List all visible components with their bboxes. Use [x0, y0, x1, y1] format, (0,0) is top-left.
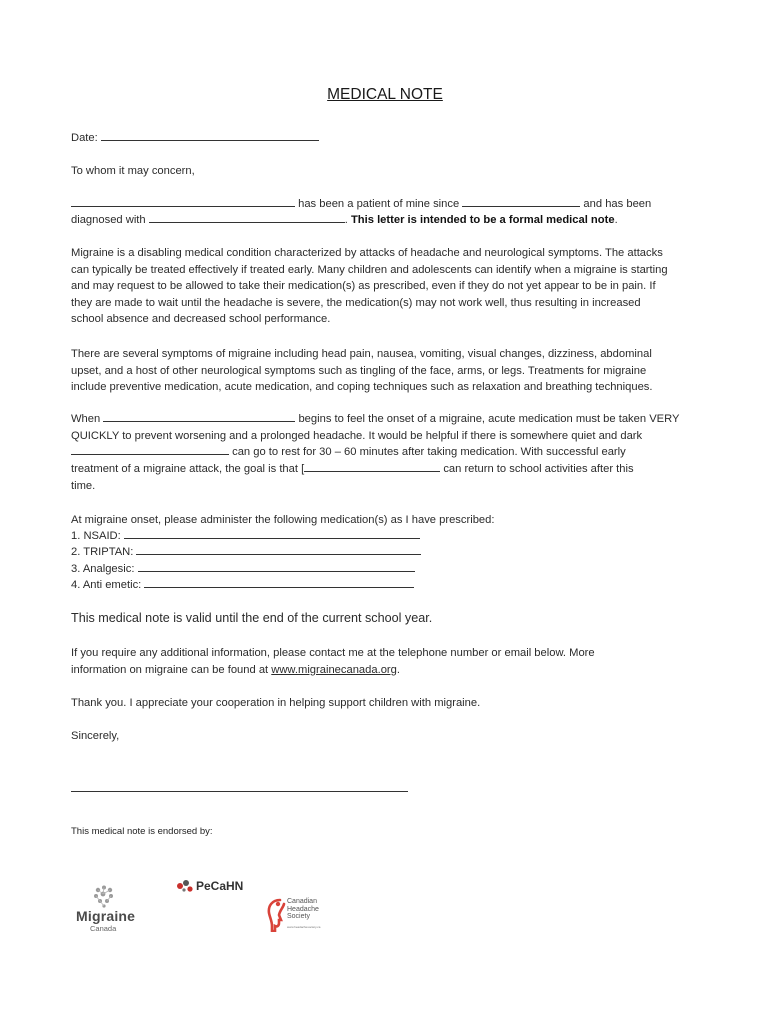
head-profile-icon — [266, 898, 286, 932]
onset-line-5: time. — [71, 480, 96, 492]
med-label-analgesic: 3. Analgesic: — [71, 563, 135, 575]
migraine-paragraph-text: Migraine is a disabling medical condition characterized by attacks of headache and neurological symptoms. The attacks can typically be treated effectively if treated early. Many children and adolescents can identify when a migraine is starting and may request to be allowed to take their medication(s) as prescribed, even if they do not yet appear to be in pain. If they are made to wait until the headache is severe, the medication(s) may not work well, thus resulting in increased school absence and decreased school performance. — [71, 247, 668, 326]
onset-text-d: treatment of a migraine attack, the goal is that [ — [71, 463, 305, 475]
canadian-headache-society-logo — [266, 896, 346, 936]
onset-line-2: QUICKLY to prevent worsening and a prolonged headache. It would be helpful if there is somewhere quiet and dark — [71, 430, 643, 442]
migraine-canada-logo — [74, 884, 138, 934]
pecohn-logo-text: PeCaHN — [196, 879, 244, 893]
date-line — [71, 130, 319, 146]
contact-line-2 — [71, 662, 400, 678]
intro-text-1: has been a patient of mine since — [298, 198, 460, 210]
med-label-antiemetic: 4. Anti emetic: — [71, 579, 142, 591]
salutation: To whom it may concern, — [71, 165, 195, 177]
antiemetic-field[interactable] — [144, 577, 414, 588]
onset-text-e: can return to school activities after this — [443, 463, 634, 475]
endorsed-label: This medical note is endorsed by: — [71, 826, 213, 837]
contact-line-1: If you require any additional information, please contact me at the telephone number or email below. More — [71, 647, 595, 659]
onset-text-c: can go to rest for 30 – 60 minutes after taking medication. With successful early — [232, 446, 626, 458]
student-name-field-2[interactable] — [71, 444, 229, 455]
migraine-logo-text: Migraine — [76, 908, 136, 924]
validity-statement: This medical note is valid until the end of the current school year. — [71, 611, 433, 625]
meds-intro: At migraine onset, please administer the following medication(s) as I have prescribed: — [71, 514, 495, 526]
chs-logo-line-3: Society — [287, 913, 310, 921]
onset-text-a: begins to feel the onset of a migraine, acute medication must be taken VERY — [298, 413, 680, 425]
student-name-field-1[interactable] — [103, 411, 295, 422]
chs-logo-line-1: Canadian — [287, 898, 317, 905]
migraine-brain-icon — [91, 884, 117, 908]
date-field[interactable] — [101, 130, 319, 141]
chs-logo-url: www.headachesociety.ca — [287, 925, 321, 929]
contact-end: . — [396, 664, 400, 676]
symptoms-paragraph-text: There are several symptoms of migraine including head pain, nausea, vomiting, visual changes, dizziness, abdominal upset, and a host of other neurological symptoms such as tingling of the face, arms, or legs. Treatments for migraine include preventive medication, acute medication, and coping techniques such as relaxation and breathing techniques. — [71, 348, 653, 394]
med-item-nsaid — [71, 528, 420, 544]
med-item-antiemetic — [71, 577, 414, 593]
med-item-triptan — [71, 544, 421, 560]
patient-name-field[interactable] — [71, 196, 295, 207]
student-name-field-3[interactable] — [304, 461, 440, 472]
date-label: Date: — [71, 132, 98, 144]
intro-text-3: diagnosed with — [71, 214, 146, 226]
med-item-analgesic — [71, 561, 415, 577]
page-title: MEDICAL NOTE — [327, 86, 443, 103]
onset-line-1 — [71, 411, 679, 427]
onset-line-3 — [71, 444, 626, 460]
intro-line-1 — [71, 196, 651, 212]
intro-text-2: and has been — [583, 198, 652, 210]
med-label-triptan: 2. TRIPTAN: — [71, 546, 134, 558]
analgesic-field[interactable] — [138, 561, 415, 572]
pecohn-logo — [176, 877, 246, 897]
chs-logo-line-2: Headache — [287, 905, 319, 913]
signature-line[interactable] — [71, 791, 408, 792]
nsaid-field[interactable] — [124, 528, 420, 539]
closing-line: Sincerely, — [71, 730, 120, 742]
intro-end: . — [614, 214, 618, 226]
symptoms-paragraph — [71, 346, 671, 396]
intro-text-4: . — [344, 214, 351, 226]
pecohn-mark-icon — [176, 878, 194, 894]
med-label-nsaid: 1. NSAID: — [71, 530, 121, 542]
contact-text: information on migraine can be found at — [71, 664, 272, 676]
migraine-canada-link[interactable]: www.migrainecanada.org — [271, 664, 397, 676]
onset-line-4 — [71, 461, 634, 477]
chs-logo-text — [287, 898, 319, 921]
migraine-logo-subtext: Canada — [90, 924, 117, 933]
patient-since-field[interactable] — [462, 196, 580, 207]
triptan-field[interactable] — [136, 544, 421, 555]
thanks-line: Thank you. I appreciate your cooperation in helping support children with migraine. — [71, 697, 481, 709]
formal-note-statement: This letter is intended to be a formal medical note — [350, 214, 615, 226]
migraine-paragraph — [71, 245, 671, 328]
intro-line-2 — [71, 212, 618, 228]
onset-text-when: When — [71, 413, 101, 425]
diagnosis-field[interactable] — [149, 212, 345, 223]
